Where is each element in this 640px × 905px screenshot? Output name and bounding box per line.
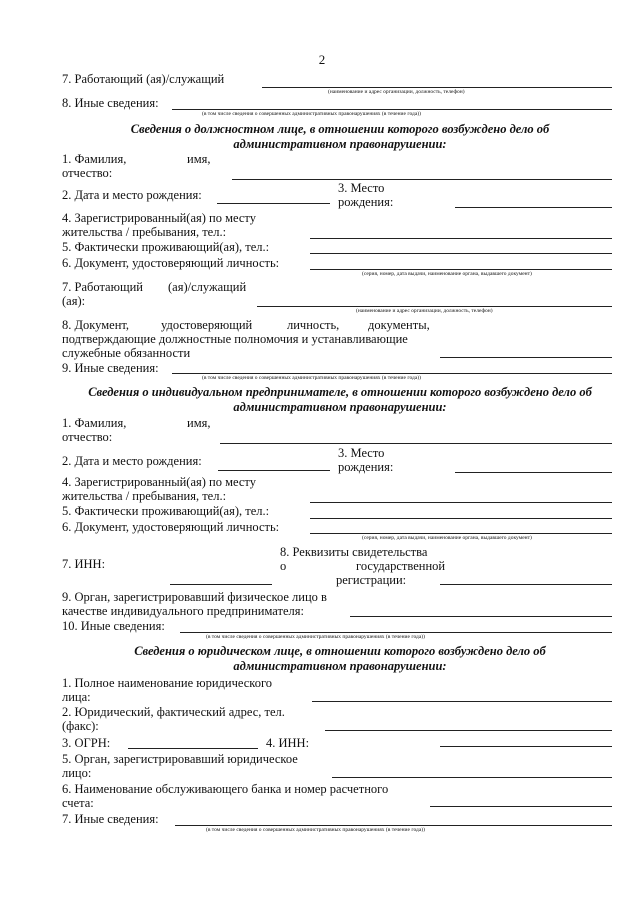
official-birth-label: 2. Дата и место рождения:	[62, 188, 202, 202]
entrepreneur-surname-label: 1. Фамилия,	[62, 416, 127, 430]
employee-label: 7. Работающий (ая)/служащий	[62, 72, 225, 86]
entrepreneur-other-line[interactable]	[180, 632, 612, 633]
entrepreneur-birthplace-label-1: 3. Место	[338, 446, 385, 460]
legal-reg-body-line[interactable]	[332, 777, 612, 778]
official-id-doc-line[interactable]	[310, 269, 612, 270]
official-authority-doc-label-3: личность,	[287, 318, 340, 332]
entrepreneur-id-doc-line[interactable]	[310, 533, 612, 534]
legal-bank-label-1: 6. Наименование обслуживающего банка и номер расчетного	[62, 782, 389, 796]
official-surname-label: 1. Фамилия,	[62, 152, 127, 166]
entrepreneur-name-label: имя,	[187, 416, 211, 430]
legal-heading-1: Сведения о юридическом лице, в отношении которого возбуждено дело об	[134, 644, 546, 658]
entrepreneur-residence-label: 5. Фактически проживающий(ая), тел.:	[62, 504, 270, 518]
other-info-line[interactable]	[172, 109, 612, 110]
official-fio-line[interactable]	[232, 179, 612, 180]
entrepreneur-cert-label-2: о	[280, 559, 287, 573]
entrepreneur-fio-line[interactable]	[220, 443, 612, 444]
official-id-doc-caption: (серия, номер, дата выдачи, наименование органа, выдавшего документ)	[362, 271, 532, 277]
entrepreneur-heading-1: Сведения о индивидуальном предпринимателе, в отношении которого возбуждено дело об	[88, 385, 592, 399]
legal-bank-line[interactable]	[430, 806, 612, 807]
official-registered-label-1: 4. Зарегистрированный(ая) по месту	[62, 211, 256, 225]
legal-other-caption: (в том числе сведения о совершенных административных правонарушениях (в течение года))	[206, 827, 425, 833]
official-birthdate-line[interactable]	[217, 203, 330, 204]
official-name-label: имя,	[187, 152, 211, 166]
entrepreneur-registered-label-1: 4. Зарегистрированный(ая) по месту	[62, 475, 256, 489]
official-employee-label-2: (ая)/служащий	[168, 280, 247, 294]
official-authority-doc-label-1: 8. Документ,	[62, 318, 130, 332]
official-other-label: 9. Иные сведения:	[62, 361, 159, 375]
entrepreneur-heading-2: административном правонарушении:	[233, 400, 447, 414]
other-info-caption: (в том числе сведения о совершенных административных правонарушениях (в течение года))	[202, 111, 421, 117]
official-birthplace-line[interactable]	[455, 207, 612, 208]
employee-line[interactable]	[262, 87, 612, 88]
legal-ogrn-line[interactable]	[128, 748, 258, 749]
official-employee-line[interactable]	[257, 306, 612, 307]
entrepreneur-patronymic-label: отчество:	[62, 430, 113, 444]
entrepreneur-other-caption: (в том числе сведения о совершенных административных правонарушениях (в течение года))	[206, 634, 425, 640]
entrepreneur-id-doc-label: 6. Документ, удостоверяющий личность:	[62, 520, 280, 534]
official-residence-line[interactable]	[310, 253, 612, 254]
legal-inn-line[interactable]	[440, 746, 612, 747]
official-authority-doc-line[interactable]	[440, 357, 612, 358]
entrepreneur-cert-line[interactable]	[440, 584, 612, 585]
official-birthplace-label-2: рождения:	[338, 195, 394, 209]
page-number: 2	[318, 52, 326, 67]
legal-reg-body-label-1: 5. Орган, зарегистрировавший юридическое	[62, 752, 298, 766]
employee-caption: (наименование и адрес организации, должность, телефон)	[328, 89, 465, 95]
official-authority-doc-label-6: служебные обязанности	[62, 346, 191, 360]
legal-other-label: 7. Иные сведения:	[62, 812, 159, 826]
entrepreneur-cert-label-3: государственной	[356, 559, 446, 573]
official-patronymic-label: отчество:	[62, 166, 113, 180]
entrepreneur-residence-line[interactable]	[310, 518, 612, 519]
official-registered-label-2: жительства / пребывания, тел.:	[62, 225, 227, 239]
legal-inn-label: 4. ИНН:	[266, 736, 310, 750]
official-residence-label: 5. Фактически проживающий(ая), тел.:	[62, 240, 270, 254]
legal-address-label-2: (факс):	[62, 719, 99, 733]
entrepreneur-cert-label-4: регистрации:	[336, 573, 407, 587]
official-id-doc-label: 6. Документ, удостоверяющий личность:	[62, 256, 280, 270]
entrepreneur-registered-label-2: жительства / пребывания, тел.:	[62, 489, 227, 503]
official-other-line[interactable]	[172, 373, 612, 374]
entrepreneur-birthplace-line[interactable]	[455, 472, 612, 473]
legal-full-name-label-1: 1. Полное наименование юридического	[62, 676, 273, 690]
legal-other-line[interactable]	[175, 825, 612, 826]
official-other-caption: (в том числе сведения о совершенных административных правонарушениях (в течение года))	[202, 375, 421, 381]
official-heading-2: административном правонарушении:	[233, 137, 447, 151]
entrepreneur-birthdate-line[interactable]	[218, 470, 330, 471]
entrepreneur-birth-label: 2. Дата и место рождения:	[62, 454, 202, 468]
official-birthplace-label-1: 3. Место	[338, 181, 385, 195]
entrepreneur-inn-line[interactable]	[170, 584, 272, 585]
official-authority-doc-label-2: удостоверяющий	[161, 318, 253, 332]
entrepreneur-other-label: 10. Иные сведения:	[62, 619, 165, 633]
legal-full-name-label-2: лица:	[62, 690, 91, 704]
legal-bank-label-2: счета:	[62, 796, 94, 810]
legal-address-line[interactable]	[325, 730, 612, 731]
entrepreneur-reg-body-label-1: 9. Орган, зарегистрировавший физическое лицо в	[62, 590, 327, 604]
legal-heading-2: административном правонарушении:	[233, 659, 447, 673]
legal-ogrn-label: 3. ОГРН:	[62, 736, 111, 750]
entrepreneur-inn-label: 7. ИНН:	[62, 557, 106, 571]
entrepreneur-cert-label-1: 8. Реквизиты свидетельства	[280, 545, 428, 559]
official-employee-label-1: 7. Работающий	[62, 280, 143, 294]
official-authority-doc-label-4: документы,	[368, 318, 430, 332]
entrepreneur-id-doc-caption: (серия, номер, дата выдачи, наименование органа, выдавшего документ)	[362, 535, 532, 541]
entrepreneur-reg-body-line[interactable]	[350, 616, 612, 617]
entrepreneur-registered-line[interactable]	[310, 502, 612, 503]
other-info-label: 8. Иные сведения:	[62, 96, 159, 110]
legal-full-name-line[interactable]	[312, 701, 612, 702]
official-heading-1: Сведения о должностном лице, в отношении которого возбуждено дело об	[130, 122, 550, 136]
official-employee-label-3: (ая):	[62, 294, 86, 308]
legal-reg-body-label-2: лицо:	[62, 766, 92, 780]
official-employee-caption: (наименование и адрес организации, должность, телефон)	[356, 308, 493, 314]
official-authority-doc-label-5: подтверждающие должностные полномочия и устанавливающие	[62, 332, 408, 346]
legal-address-label-1: 2. Юридический, фактический адрес, тел.	[62, 705, 285, 719]
entrepreneur-reg-body-label-2: качестве индивидуального предпринимателя:	[62, 604, 304, 618]
entrepreneur-birthplace-label-2: рождения:	[338, 460, 394, 474]
official-registered-line[interactable]	[310, 238, 612, 239]
